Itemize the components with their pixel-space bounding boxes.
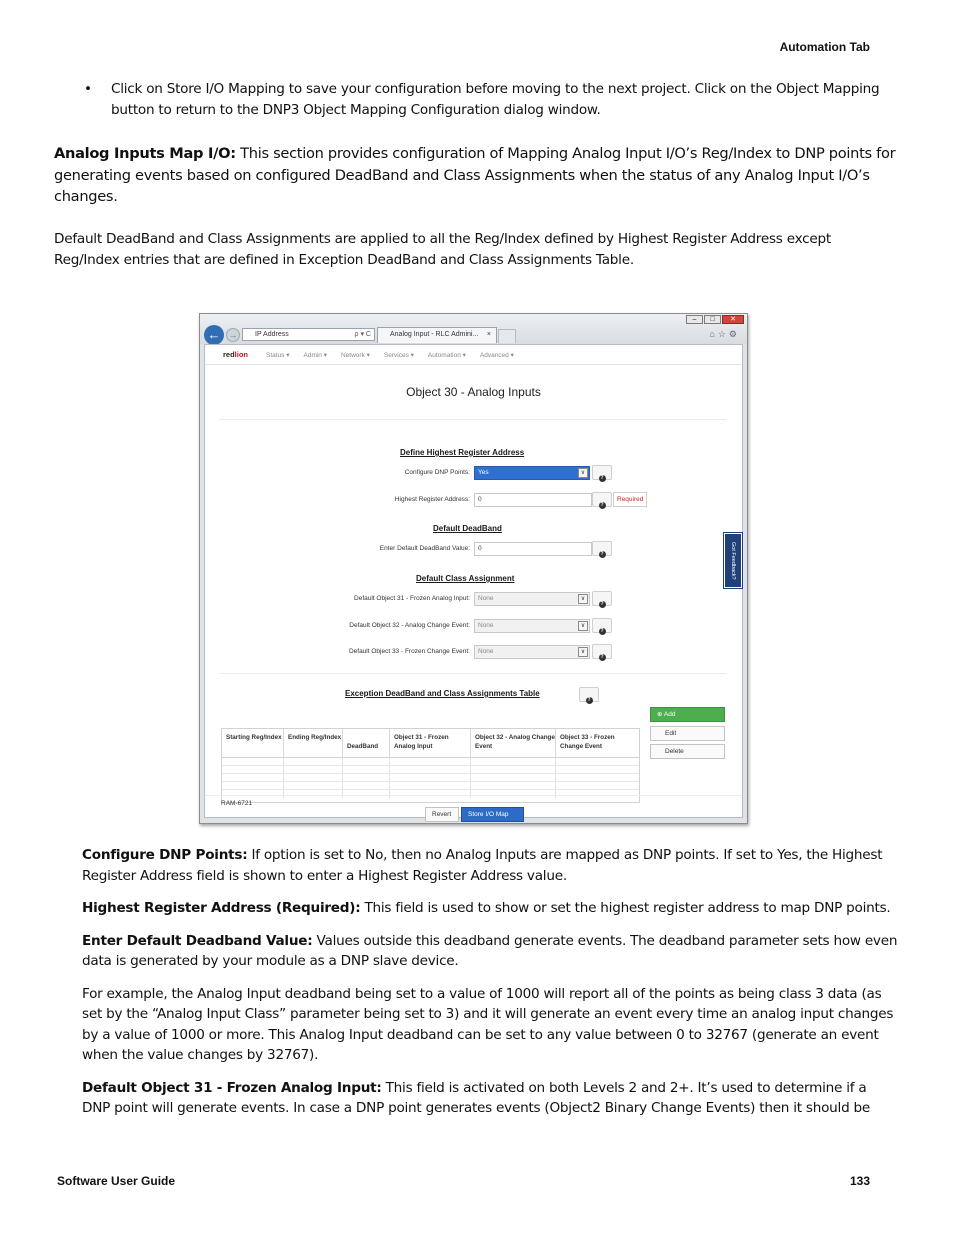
intro-text: This section provides configuration of Mapping Analog Input I/O’s Reg/Index to DNP points for generating events based on configured DeadBand and Class Assignments when the status of any Analog Input I/O’s changes. (54, 145, 896, 205)
obj33-select[interactable]: None ∨ (474, 645, 590, 659)
nav-admin[interactable]: Admin ▾ (303, 352, 327, 359)
forward-arrow-icon[interactable]: → (226, 328, 240, 342)
tab-close-icon[interactable]: × (486, 331, 491, 338)
col-starting: Starting Reg/Index (222, 729, 284, 757)
col-obj33: Object 33 - Frozen Change Event (560, 734, 615, 750)
section-exception-table: Exception DeadBand and Class Assignments Table (345, 689, 540, 698)
obj32-label: Default Object 32 - Analog Change Event: (349, 622, 470, 629)
question-icon: ? (600, 475, 604, 481)
configure-dnp-select[interactable]: Yes ∨ (474, 466, 590, 480)
close-icon[interactable]: ✕ (722, 315, 744, 324)
help-button[interactable] (592, 541, 612, 556)
edit-button[interactable]: Edit (650, 726, 725, 741)
bullet-symbol: • (84, 81, 92, 97)
highest-register-label: Highest Register Address: (394, 496, 470, 503)
definition-deadband: Enter Default Deadband Value: Values outside this deadband generate events. The deadband parameter sets how even data is generated by your module as a DNP slave device. (82, 932, 898, 969)
footer-title: Software User Guide (57, 1174, 176, 1188)
highest-register-input[interactable]: 0 (474, 493, 592, 507)
definitions (82, 845, 898, 1131)
feedback-tab[interactable]: Got Feedback? (724, 533, 742, 588)
section-default-deadband: Default DeadBand (433, 524, 502, 533)
address-bar[interactable] (242, 328, 375, 341)
bullet-text: Click on Store I/O Mapping to save your configuration before moving to the next project. Click on the Object Mapping button to return to the DNP3 Object Mapping Configuration dialog window. (111, 81, 880, 118)
page-number: 133 (849, 1174, 870, 1188)
intro-heading: Analog Inputs Map I/O: (54, 145, 236, 162)
definition-obj31: Default Object 31 - Frozen Analog Input: This field is activated on both Levels 2 and 2+. It’s used to determine if a DNP point will generate events. In case a DNP point generates events (Object2 Binary Change Events) then it should be (82, 1079, 871, 1116)
obj32-select[interactable]: None ∨ (474, 619, 590, 633)
obj31-select[interactable]: None ∨ (474, 592, 590, 606)
configure-dnp-label: Configure DNP Points: (404, 469, 470, 476)
window-controls (686, 315, 744, 324)
divider (219, 673, 726, 674)
bullet-item (84, 79, 900, 120)
deadband-input[interactable]: 0 (474, 542, 592, 556)
definition-highest: Highest Register Address (Required): This field is used to show or set the highest register address to map DNP points. (82, 900, 891, 916)
store-io-map-button[interactable]: Store I/O Map (461, 807, 524, 822)
redlion-logo: redlion (223, 350, 249, 359)
help-button[interactable] (592, 591, 612, 606)
col-obj31: Object 31 - Frozen Analog Input (390, 729, 471, 757)
exception-table (221, 728, 640, 803)
obj31-label: Default Object 31 - Frozen Analog Input: (354, 595, 470, 602)
minimize-icon[interactable]: – (686, 315, 703, 324)
chevron-down-icon: ∨ (578, 621, 588, 631)
question-icon: ? (600, 502, 604, 508)
new-tab-button[interactable] (498, 329, 516, 343)
section-highest-register: Define Highest Register Address (400, 448, 525, 457)
nav-network[interactable]: Network ▾ (341, 352, 370, 359)
nav-status[interactable]: Status ▾ (266, 352, 290, 359)
tab-title: Analog Input - RLC Admini... (390, 331, 479, 338)
definition-example: For example, the Analog Input deadband being set to a value of 1000 will report all of the points as being class 3 data (as set by the “Analog Input Class” parameter being set to 3) and it will generate an event every time an analog input changes by a value of 1000 or more. This Analog Input deadband can be set to any value between 0 to 32767 (generate an event when the value changes by 32767). (82, 985, 894, 1063)
nav-services[interactable]: Services ▾ (383, 352, 414, 359)
revert-button[interactable]: Revert (425, 807, 459, 822)
back-arrow-icon[interactable]: ← (204, 325, 224, 345)
table-row[interactable] (222, 758, 639, 766)
question-icon: ? (587, 697, 591, 703)
nav-automation[interactable]: Automation ▾ (427, 352, 466, 359)
intro-paragraph (54, 143, 900, 208)
section-default-class: Default Class Assignment (416, 574, 515, 583)
col-deadband: DeadBand (343, 729, 390, 757)
question-icon: ? (600, 654, 604, 660)
help-button[interactable] (592, 644, 612, 659)
question-icon: ? (600, 601, 604, 607)
running-header: Automation Tab (779, 40, 870, 54)
maximize-icon[interactable]: □ (704, 315, 721, 324)
intro-paragraph-2: Default DeadBand and Class Assignments are applied to all the Reg/Index defined by Highest Register Address except Reg/Index entries that are defined in Exception DeadBand and Class Assignments Table. (54, 231, 831, 268)
table-row[interactable] (222, 766, 639, 774)
definition-configure: Configure DNP Points: If option is set to No, then no Analog Inputs are mapped as DNP points. If set to Yes, the Highest Register Address field is shown to enter a Highest Register Address value. (82, 847, 883, 884)
deadband-label: Enter Default DeadBand Value: (379, 545, 470, 552)
table-row[interactable] (222, 790, 639, 798)
plus-icon: ⊕ (657, 711, 664, 718)
help-button[interactable] (592, 618, 612, 633)
divider (219, 419, 726, 420)
table-header (222, 729, 639, 758)
chevron-down-icon: ∨ (578, 594, 588, 604)
nav-menu (266, 351, 514, 359)
add-button[interactable]: ⊕ Add (650, 707, 725, 722)
question-icon: ? (600, 551, 604, 557)
address-text: IP Address (255, 331, 289, 338)
device-id: RAM-6721 (221, 800, 253, 807)
footer-divider (205, 795, 742, 796)
delete-button[interactable]: Delete (650, 744, 725, 759)
required-badge: Required (613, 492, 647, 507)
help-button[interactable] (592, 465, 612, 480)
chevron-down-icon: ∨ (578, 647, 588, 657)
nav-advanced[interactable]: Advanced ▾ (479, 352, 514, 359)
toolbar-home-star-gear-icon[interactable]: ⌂☆⚙ (709, 329, 740, 339)
address-controls-icon[interactable]: ρ ▾ C (354, 331, 371, 338)
browser-window (199, 313, 748, 824)
help-button[interactable] (592, 492, 612, 507)
obj33-label: Default Object 33 - Frozen Change Event: (348, 648, 470, 655)
question-icon: ? (600, 628, 604, 634)
col-ending: Ending Reg/Index (284, 729, 343, 757)
page-title: Object 30 - Analog Inputs (406, 385, 541, 399)
browser-tab[interactable] (377, 327, 497, 343)
web-page (204, 344, 743, 818)
table-row[interactable] (222, 774, 639, 782)
table-row[interactable] (222, 782, 639, 790)
col-obj32: Object 32 - Analog Change Event (471, 729, 556, 757)
top-nav (205, 345, 742, 365)
help-button[interactable] (579, 687, 599, 702)
chevron-down-icon: ∨ (578, 468, 588, 478)
